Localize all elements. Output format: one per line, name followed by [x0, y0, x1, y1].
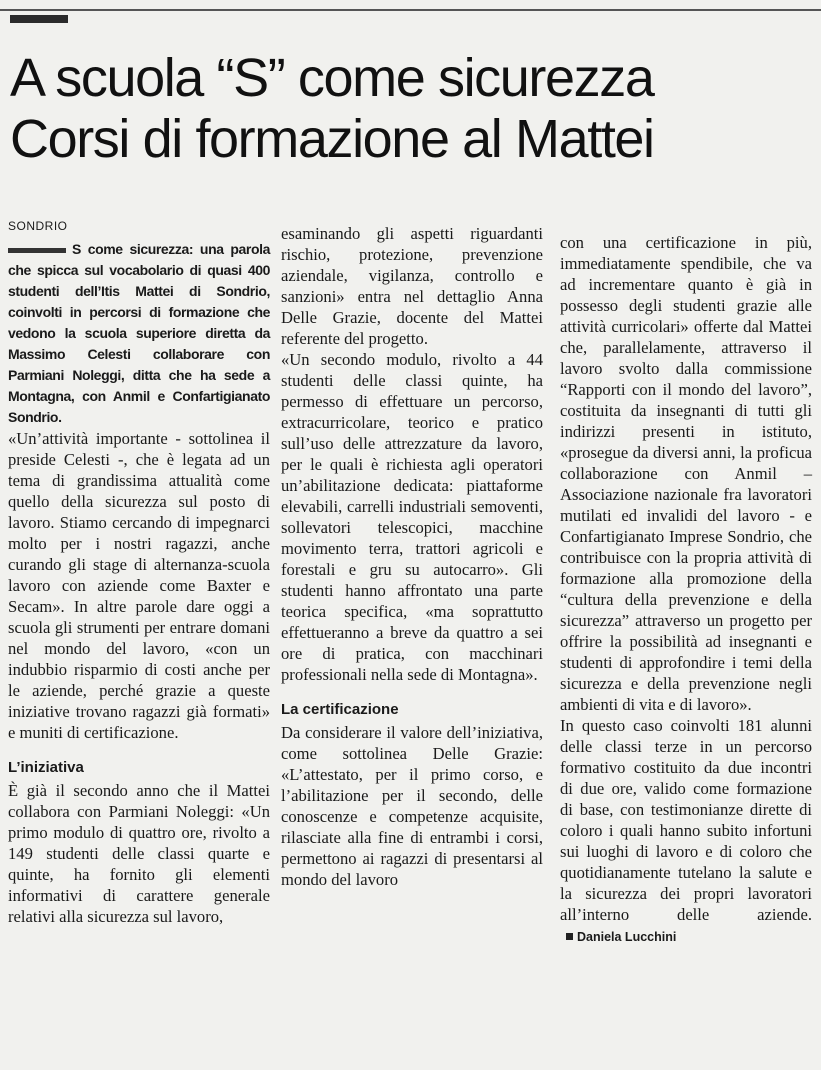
body-paragraph-final — [560, 715, 812, 948]
body-paragraph: esaminando gli aspetti riguardanti rischio, protezione, prevenzione aziendale, vigilanza, controllo e sanzioni» entra nel dettaglio Anna Delle Grazie, docente del Mattei referente del progetto. — [281, 224, 543, 348]
subheading-certificazione: La certificazione — [281, 701, 399, 718]
byline-square-icon — [566, 933, 573, 940]
lead-marker — [8, 248, 66, 253]
dateline: SONDRIO — [8, 219, 68, 233]
byline-author: Daniela Lucchini — [577, 930, 677, 944]
subheading-iniziativa: L’iniziativa — [8, 759, 84, 776]
body-paragraph: con una certificazione in più, immediatamente spendibile, che va ad incrementare quanto è già in possesso degli studenti grazie alle attività curricolari» offerte dal Mattei che, parallelamente, attraverso il lavoro svolto dalla commissione “Rapporti con il mondo del lavoro”, costituita da insegnanti di tutti gli indirizzi presenti in istituto, «prosegue da diversi anni, la proficua collaborazione con Anmil – Associazione nazionale fra lavoratori mutilati ed invalidi del lavoro - e Confartigianato Imprese Sondrio, che contribuisce con la propria attività di formazione alla promozione della “cultura della prevenzione e della sicurezza” attraverso un progetto per offrire la possibilità ad insegnanti e studenti di approfondire i temi della sicurezza e della prevenzione negli ambienti di vita e di lavoro». — [560, 233, 812, 714]
lead-paragraph — [8, 239, 270, 428]
column-1 — [8, 219, 270, 927]
headline — [10, 48, 810, 170]
kicker-bar — [10, 15, 68, 23]
body-paragraph: «Un secondo modulo, rivolto a 44 studenti delle classi quinte, ha permesso di effettuare un percorso, extracurricolare, teorico e pratico sull’uso delle attrezzature da lavoro, per le quali è richiesta agli operatori un’abilitazione dedicata: piattaforme elevabili, carrelli industriali semoventi, sollevatori telescopici, macchine movimento terra, trattori agricoli e forestali e gru su autocarro». Gli studenti hanno affrontato una parte teorica specifica, «ma soprattutto effettueranno a breve da quattro a sei ore di pratica, con macchinari professionali nella sede di Montagna». — [281, 350, 543, 684]
byline — [566, 930, 676, 944]
body-paragraph: Da considerare il valore dell’iniziativa, come sottolinea Delle Grazie: «L’attestato, per il primo corso, e l’abilitazione per il secondo, delle conoscenze e competenze acquisite, rilasciate alla fine di entrambi i corsi, permettono ai ragazzi di presentarsi al mondo del lavoro — [281, 723, 543, 889]
headline-line-1: A scuola “S” come sicurezza — [10, 48, 654, 108]
body-paragraph: «Un’attività importante - sottolinea il preside Celesti -, che è legata ad un tema di grandissima attualità come quello della sicurezza sul posto di lavoro. Stiamo cercando di impegnarci molto per i nostri ragazzi, anche curando gli stage di alternanza-scuola lavoro con aziende come Baxter e Secam». In altre parole dare oggi a scuola gli strumenti per entrare domani nel mondo del lavoro, «con un indubbio risparmio di costi anche per le aziende, perché grazie a queste iniziative trovano ragazzi già formati» e muniti di certificazione. — [8, 429, 270, 742]
column-2 — [281, 223, 543, 890]
final-text: In questo caso coinvolti 181 alunni delle classi terze in un percorso formativo costituito da due incontri di due ore, valido come formazione di base, con testimonianze dirette di coloro i quali hanno subito infortuni sui luoghi di lavoro e di coloro che quotidianamente tutelano la salute e la sicurezza dei propri lavoratori all’interno delle aziende. — [560, 716, 812, 924]
column-3 — [560, 232, 812, 948]
headline-line-2: Corsi di formazione al Mattei — [10, 109, 654, 169]
top-rule — [0, 9, 821, 11]
body-paragraph: È già il secondo anno che il Mattei collabora con Parmiani Noleggi: «Un primo modulo di quattro ore, rivolto a 149 studenti delle classi quarte e quinte, ha fornito gli elementi informativi di carattere generale relativi alla sicurezza sul lavoro, — [8, 781, 270, 926]
lead-text: S come sicurezza: una parola che spicca sul vocabolario di quasi 400 studenti dell’Itis Mattei di Sondrio, coinvolti in percorsi di formazione che vedono la scuola superiore diretta da Massimo Celesti collaborare con Parmiani Noleggi, ditta che ha sede a Montagna, con Anmil e Confartigianato Sondrio. — [8, 241, 270, 425]
